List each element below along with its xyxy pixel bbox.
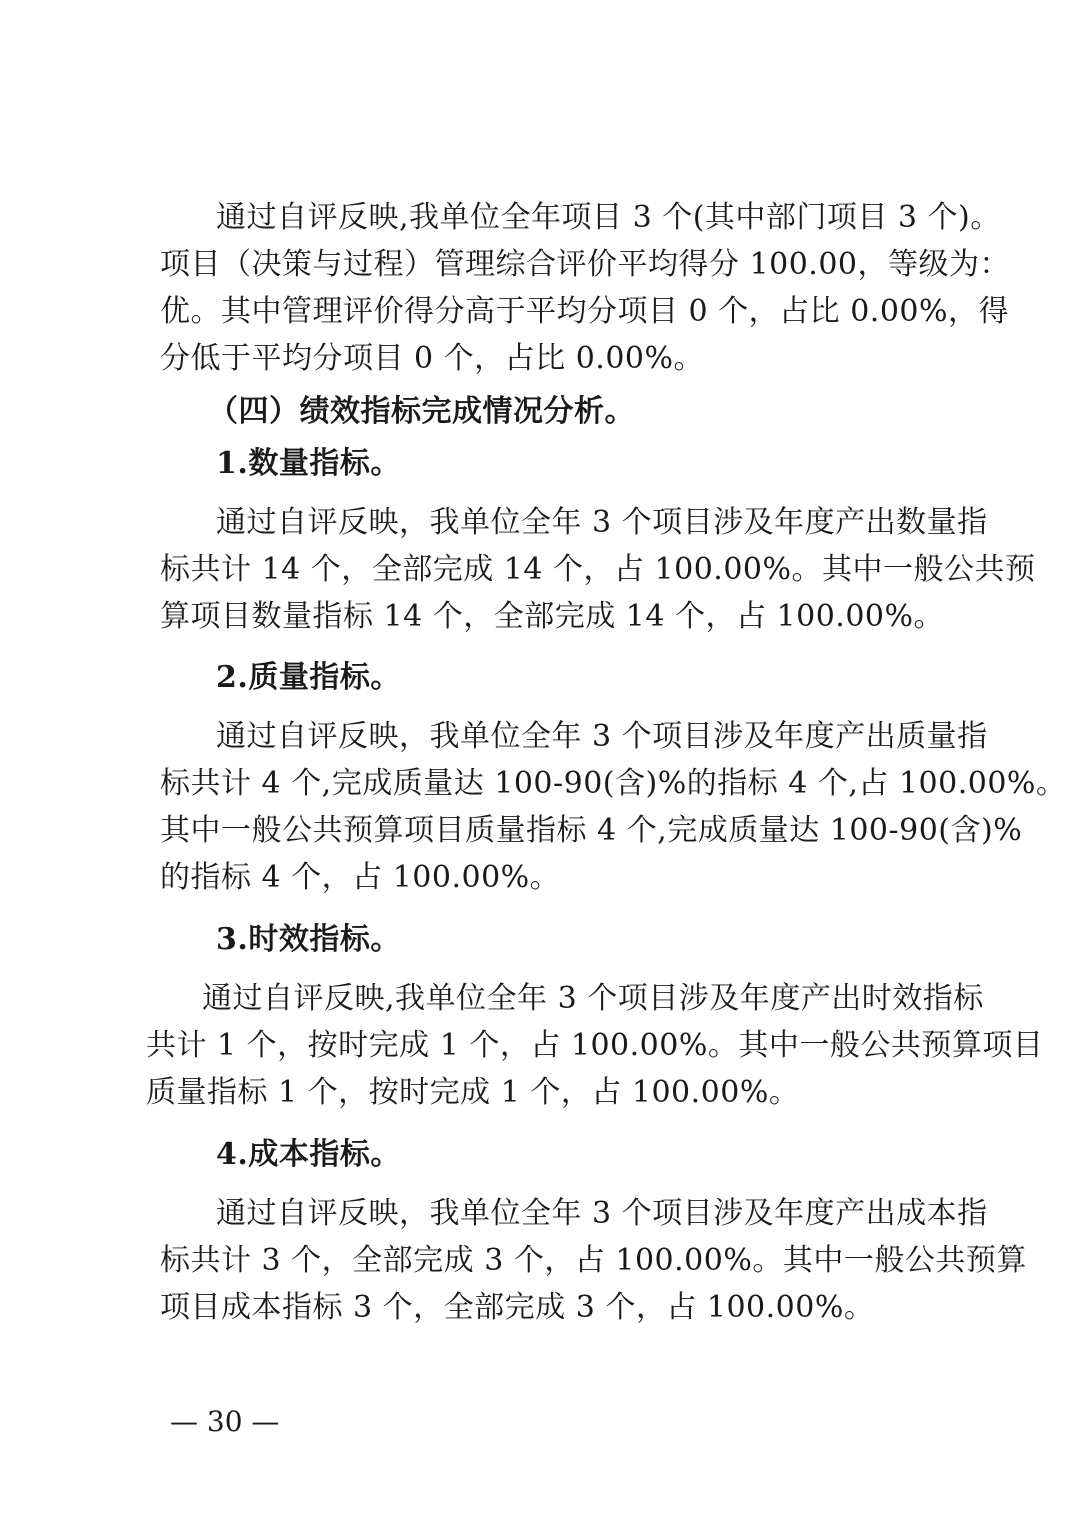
paragraph-line: 项目成本指标 3 个，全部完成 3 个，占 100.00%。 [160,1290,875,1325]
paragraph-line: 项目（决策与过程）管理综合评价平均得分 100.00，等级为： [160,247,1011,282]
paragraph-line: 通过自评反映，我单位全年 3 个项目涉及年度产出成本指 [216,1196,988,1231]
paragraph-line: 算项目数量指标 14 个，全部完成 14 个，占 100.00%。 [160,599,945,634]
paragraph-line: 通过自评反映,我单位全年 3 个项目涉及年度产出时效指标 [202,981,984,1016]
paragraph-line: 分低于平均分项目 0 个，占比 0.00%。 [160,341,704,376]
subsection-heading: 4.成本指标。 [216,1137,401,1172]
subsection-heading: 1.数量指标。 [216,446,401,481]
paragraph-line: 质量指标 1 个，按时完成 1 个，占 100.00%。 [146,1075,800,1110]
paragraph-line: 标共计 3 个，全部完成 3 个，占 100.00%。其中一般公共预算 [160,1243,1027,1278]
paragraph-line: 通过自评反映，我单位全年 3 个项目涉及年度产出质量指 [216,719,988,754]
subsection-heading: 2.质量指标。 [216,660,401,695]
page-number: — 30 — [170,1405,280,1438]
paragraph-line: 的指标 4 个，占 100.00%。 [160,860,561,895]
paragraph-line: 其中一般公共预算项目质量指标 4 个,完成质量达 100-90(含)% [160,813,1023,848]
paragraph-line: 优。其中管理评价得分高于平均分项目 0 个，占比 0.00%，得 [160,294,1009,329]
paragraph-line: 标共计 14 个，全部完成 14 个，占 100.00%。其中一般公共预 [160,552,1036,587]
section-heading: （四）绩效指标完成情况分析。 [208,394,635,429]
paragraph-line: 共计 1 个，按时完成 1 个，占 100.00%。其中一般公共预算项目 [146,1028,1044,1063]
subsection-heading: 3.时效指标。 [216,922,401,957]
paragraph-line: 通过自评反映，我单位全年 3 个项目涉及年度产出数量指 [216,505,988,540]
paragraph-line: 通过自评反映,我单位全年项目 3 个(其中部门项目 3 个)。 [216,200,1001,235]
paragraph-line: 标共计 4 个,完成质量达 100-90(含)%的指标 4 个,占 100.00%。 [160,766,1067,801]
